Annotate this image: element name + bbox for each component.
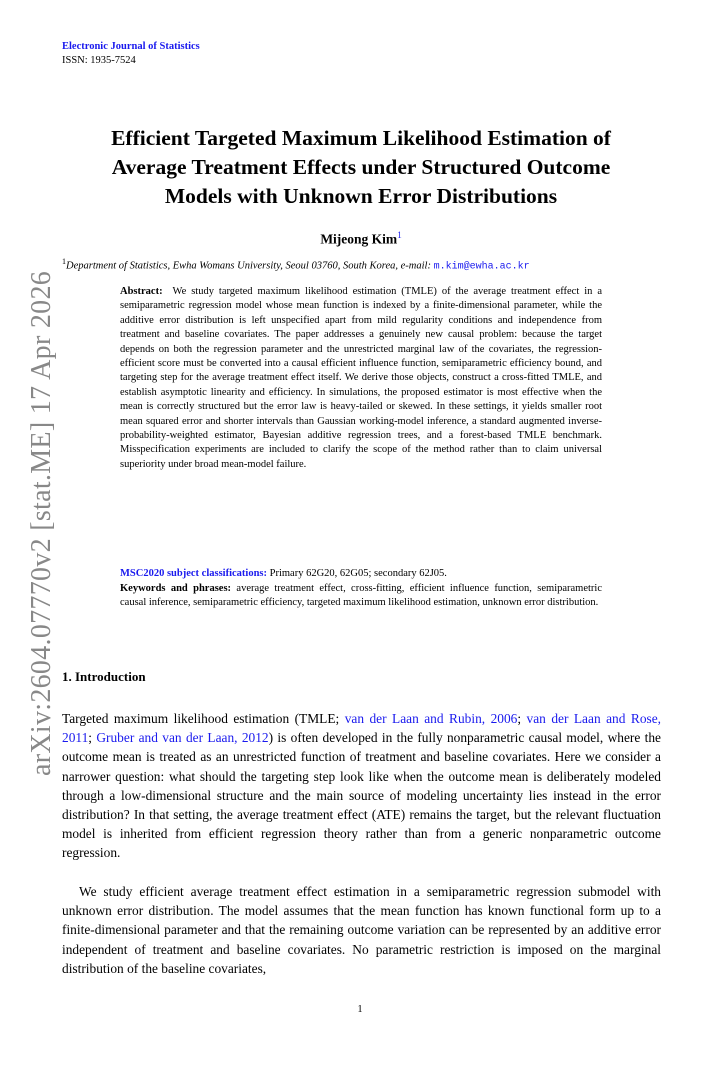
citation-gruber-van-der-laan[interactable]: Gruber and van der Laan, 2012 bbox=[96, 730, 269, 746]
arxiv-stamp: arXiv:2604.07770v2 [stat.ME] 17 Apr 2026 bbox=[26, 270, 57, 776]
author-affil-link[interactable]: 1 bbox=[397, 230, 402, 240]
affil-marker: 1 bbox=[62, 257, 66, 266]
issn: ISSN: 1935-7524 bbox=[62, 55, 136, 66]
title-line-3: Models with Unknown Error Distributions bbox=[164, 184, 558, 208]
keywords bbox=[120, 582, 602, 611]
author-name: Mijeong Kim bbox=[320, 231, 398, 247]
paper-title bbox=[62, 124, 660, 211]
title-line-1: Efficient Targeted Maximum Likelihood Estimation of bbox=[111, 126, 611, 150]
title-line-2: Average Treatment Effects under Structured Outcome bbox=[111, 155, 611, 179]
intro-paragraph-2: We study efficient average treatment effect estimation in a semiparametric regression submodel with unknown error distribution. The model assumes that the mean function has known functional form up to a finite-dimensional parameter and that the remaining outcome variation can be represented by an additive error independent of treatment and baseline covariates. No parametric restriction is imposed on the marginal distribution of the baseline covariates, bbox=[62, 884, 661, 976]
section-heading-introduction: 1. Introduction bbox=[62, 669, 146, 684]
journal-name-link[interactable]: Electronic Journal of Statistics bbox=[62, 41, 200, 52]
affil-text: Department of Statistics, Ewha Womans University, Seoul 03760, South Korea, e-mail: bbox=[66, 260, 434, 272]
keywords-text: average treatment effect, cross-fitting, efficient influence function, semiparametric causal inference, semiparametric efficiency, targeted maximum likelihood estimation, unknown error distribution. bbox=[120, 583, 602, 609]
citation-van-der-laan-rubin[interactable]: van der Laan and Rubin, 2006 bbox=[344, 711, 518, 726]
citation-van-der-laan-rose[interactable]: van der Laan and Rose, 2011 bbox=[62, 711, 662, 746]
journal-header bbox=[62, 40, 200, 68]
msc-classifications bbox=[120, 567, 602, 581]
affiliation bbox=[62, 257, 662, 273]
author bbox=[62, 230, 660, 248]
abstract-label: Abstract: bbox=[120, 286, 163, 297]
msc-text: Primary 62G20, 62G05; secondary 62J05. bbox=[269, 568, 447, 579]
email-link[interactable]: m.kim@ewha.ac.kr bbox=[433, 261, 530, 273]
abstract bbox=[120, 285, 602, 472]
abstract-text: We study targeted maximum likelihood estimation (TMLE) of the average treatment effect in a semiparametric regression model whose mean function is indexed by a finite-dimensional parameter, while the additive error distribution is left unspecified apart from mild regularity conditions and independence from treatment and baseline covariates. The paper addresses a genuinely new causal problem: because the target depends on both the regression parameter and the unrestricted marginal law of the covariates, the regression-efficient score must be converted into a causal efficient influence function, semiparametric efficiency bound, and targeting step for the average treatment effect itself. We derive those objects, construct a cross-fitted TMLE, and establish asymptotic linearity and efficiency. In simulations, the proposed estimator is most effective when the mean is correctly structured but the error law is heavy-tailed or skewed. In these settings, it yields smaller root mean squared error and shorter intervals than Gaussian working-model inference, a standard augmented inverse-probability-weighted estimator, Bayesian additive regression trees, and a forest-based TMLE benchmark. Misspecification experiments are included to clarify the scope of the method rather than to claim universal superiority under broad mean-model failure. bbox=[120, 286, 603, 470]
intro-paragraph-1: Targeted maximum likelihood estimation (TMLE; van der Laan and Rubin, 2006; van der Laan and Rose, 2011; Gruber and van der Laan, 2012) is often developed in the fully nonparametric causal model, where the outcome mean is treated as an unrestricted function of treatment and baseline covariates. Here we consider a narrower question: what should the targeting step look like when the outcome mean is deliberately modeled through a low-dimensional structure and the main source of modeling uncertainty lies instead in the error distribution? In that setting, the average treatment effect (ATE) remains the target, but the relevant fluctuation model is inherited from efficient regression theory rather than from a generic nonparametric outcome regression. bbox=[62, 711, 662, 861]
page-number: 1 bbox=[357, 1004, 363, 1015]
msc-label-link[interactable]: MSC2020 subject classifications: bbox=[120, 568, 267, 579]
intro-p1-rest: ) is often developed in the fully nonparametric causal model, where the outcome mean is treated as an unrestricted function of treatment and baseline covariates. Here we consider a narrower question: what should the targeting step look like when the outcome mean is deliberately modeled through a low-dimensional structure and the main source of modeling uncertainty lies instead in the error distribution? In that setting, the average treatment effect (ATE) remains the target, but the relevant fluctuation model is inherited from efficient regression theory rather than from a generic nonparametric outcome regression. bbox=[62, 730, 661, 861]
intro-p1-start: Targeted maximum likelihood estimation (TMLE; bbox=[62, 711, 345, 726]
keywords-label: Keywords and phrases: bbox=[120, 583, 232, 594]
